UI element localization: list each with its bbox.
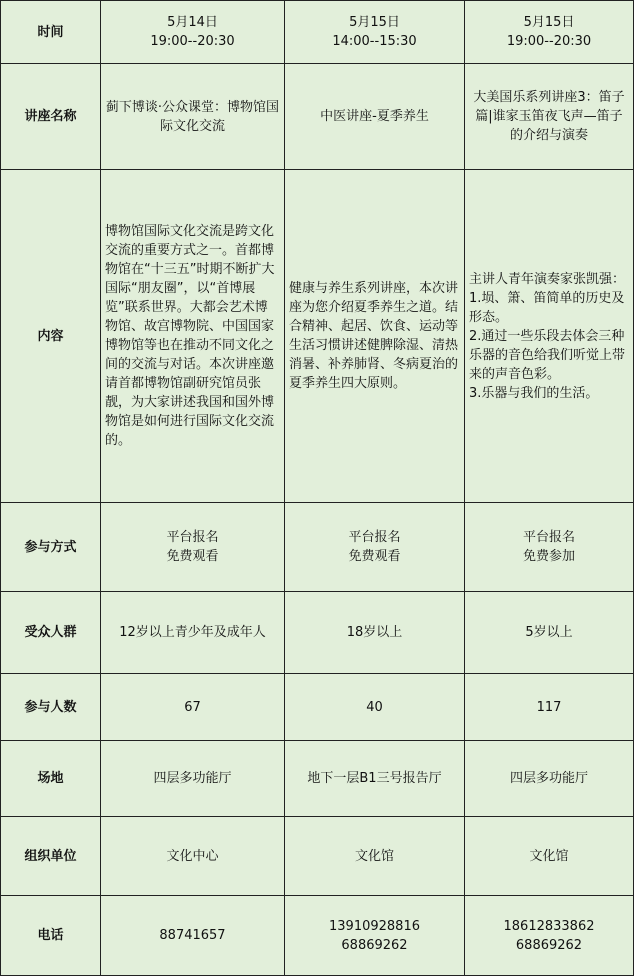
lecture-3-phone: 18612833862 68869262 (465, 896, 634, 976)
lecture-1-time: 5月14日 19:00--20:30 (101, 1, 285, 64)
lecture-2-count: 40 (285, 674, 465, 741)
lecture-3-method: 平台报名 免费参加 (465, 503, 634, 592)
lecture-1-venue: 四层多功能厅 (101, 741, 285, 817)
row-lecture-name (1, 64, 634, 170)
lecture-3-time: 5月15日 19:00--20:30 (465, 1, 634, 64)
row-phone (1, 896, 634, 976)
lecture-2-venue: 地下一层B1三号报告厅 (285, 741, 465, 817)
lecture-1-method: 平台报名 免费观看 (101, 503, 285, 592)
row-header-venue: 场地 (1, 741, 101, 817)
lecture-3-organizer: 文化馆 (465, 817, 634, 896)
lecture-3-name: 大美国乐系列讲座3：笛子篇|谁家玉笛夜飞声—笛子的介绍与演奏 (465, 64, 634, 170)
lecture-1-name: 蓟下博谈·公众课堂：博物馆国际文化交流 (101, 64, 285, 170)
row-content (1, 170, 634, 503)
lecture-2-organizer: 文化馆 (285, 817, 465, 896)
row-venue (1, 741, 634, 817)
lecture-3-content: 主讲人青年演奏家张凯强： 1.埙、箫、笛简单的历史及形态。 2.通过一些乐段去体会三种乐器的音色给我们听觉上带来的声音色彩。 3.乐器与我们的生活。 (465, 170, 634, 503)
lecture-1-audience: 12岁以上青少年及成年人 (101, 592, 285, 674)
lecture-2-content: 健康与养生系列讲座，本次讲座为您介绍夏季养生之道。结合精神、起居、饮食、运动等生活习惯讲述健脾除湿、清热消暑、补养肺肾、冬病夏治的夏季养生四大原则。 (285, 170, 465, 503)
row-time (1, 1, 634, 64)
row-header-method: 参与方式 (1, 503, 101, 592)
row-participant-count (1, 674, 634, 741)
lecture-2-name: 中医讲座-夏季养生 (285, 64, 465, 170)
row-audience (1, 592, 634, 674)
row-header-time: 时间 (1, 1, 101, 64)
row-header-content: 内容 (1, 170, 101, 503)
lecture-1-organizer: 文化中心 (101, 817, 285, 896)
lecture-3-audience: 5岁以上 (465, 592, 634, 674)
row-header-count: 参与人数 (1, 674, 101, 741)
lecture-1-count: 67 (101, 674, 285, 741)
row-header-audience: 受众人群 (1, 592, 101, 674)
row-header-organizer: 组织单位 (1, 817, 101, 896)
lecture-3-venue: 四层多功能厅 (465, 741, 634, 817)
row-header-phone: 电话 (1, 896, 101, 976)
row-header-name: 讲座名称 (1, 64, 101, 170)
lecture-1-phone: 88741657 (101, 896, 285, 976)
lecture-2-time: 5月15日 14:00--15:30 (285, 1, 465, 64)
row-participation-method (1, 503, 634, 592)
lecture-2-phone: 13910928816 68869262 (285, 896, 465, 976)
row-organizer (1, 817, 634, 896)
lecture-3-count: 117 (465, 674, 634, 741)
lecture-2-audience: 18岁以上 (285, 592, 465, 674)
lecture-2-method: 平台报名 免费观看 (285, 503, 465, 592)
lecture-1-content: 博物馆国际文化交流是跨文化交流的重要方式之一。首都博物馆在“十三五”时期不断扩大国际“朋友圈”，以“首博展览”联系世界。大都会艺术博物馆、故宫博物院、中国国家博物馆等也在推动不同文化之间的交流与对话。本次讲座邀请首都博物馆副研究馆员张靓，为大家讲述我国和国外博物馆是如何进行国际文化交流的。 (101, 170, 285, 503)
